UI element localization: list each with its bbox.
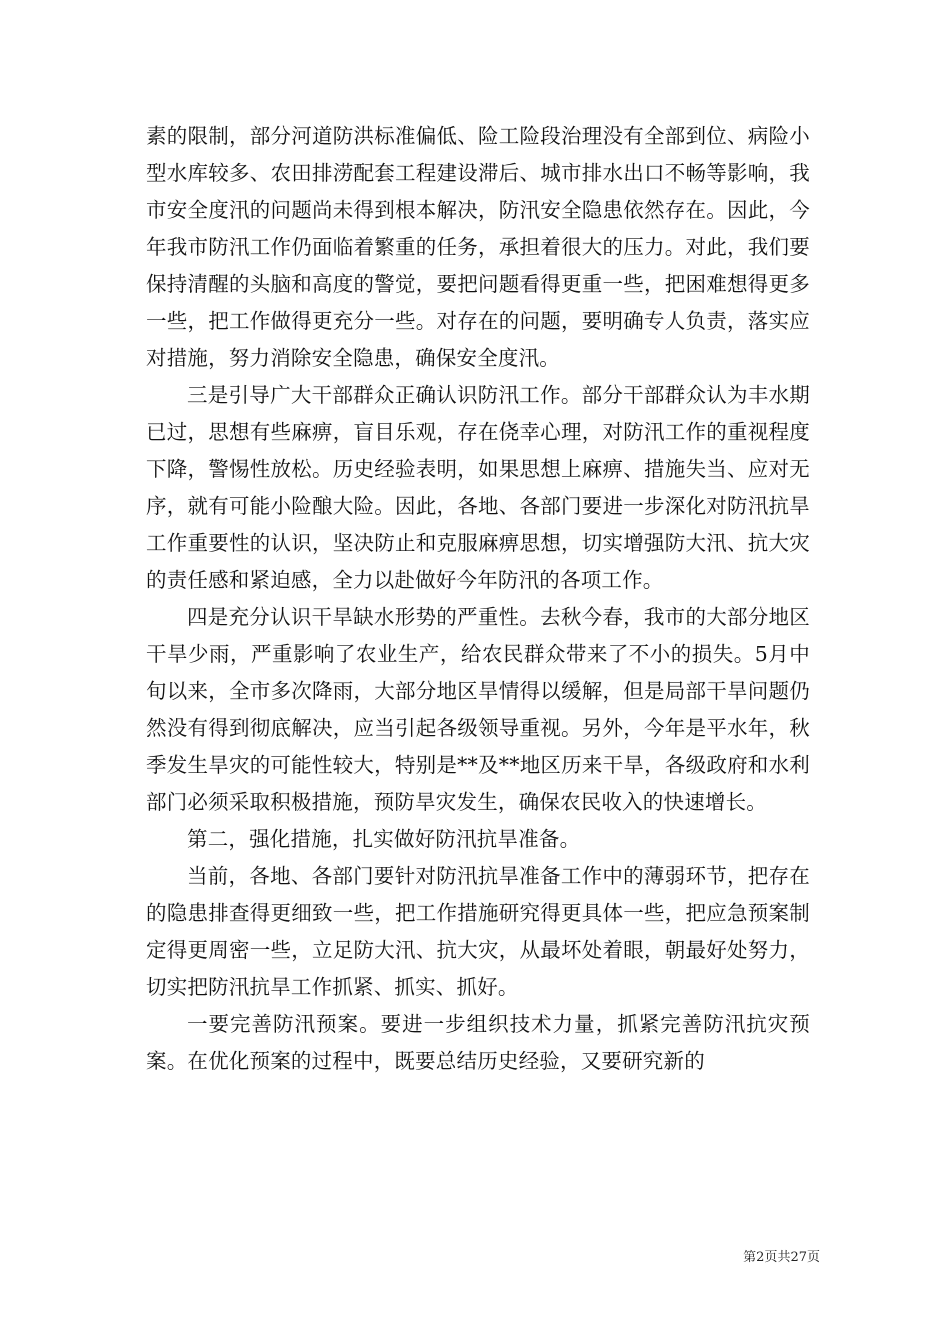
paragraph-3: 四是充分认识干旱缺水形势的严重性。去秋今春，我市的大部分地区干旱少雨，严重影响了农业生产，给农民群众带来了不小的损失。5月中旬以来，全市多次降雨，大部分地区旱情得以缓解，但是局部干旱问题仍然没有得到彻底解决，应当引起各级领导重视。另外，今年是平水年，秋季发生旱灾的可能性较大，特别是**及**地区历来干旱，各级政府和水利部门必须采取积极措施，预防旱灾发生，确保农民收入的快速增长。 (146, 605, 810, 814)
page-number-footer: 第2页共27页 (743, 1250, 820, 1265)
paragraph-1: 素的限制，部分河道防洪标准偏低、险工险段治理没有全部到位、病险小型水库较多、农田排涝配套工程建设滞后、城市排水出口不畅等影响，我市安全度汛的问题尚未得到根本解决，防汛安全隐患依然存在。因此，今年我市防汛工作仍面临着繁重的任务，承担着很大的压力。对此，我们要保持清醒的头脑和高度的警觉，要把问题看得更重一些，把困难想得更多一些，把工作做得更充分一些。对存在的问题，要明确专人负责，落实应对措施，努力消除安全隐患，确保安全度汛。 (146, 124, 810, 370)
body-text (146, 118, 810, 1080)
paragraph-6: 一要完善防汛预案。要进一步组织技术力量，抓紧完善防汛抗灾预案。在优化预案的过程中，既要总结历史经验，又要研究新的 (146, 1012, 810, 1073)
paragraph-4-heading: 第二，强化措施，扎实做好防汛抗旱准备。 (187, 827, 581, 851)
paragraph-2: 三是引导广大干部群众正确认识防汛工作。部分干部群众认为丰水期已过，思想有些麻痹，盲目乐观，存在侥幸心理，对防汛工作的重视程度下降，警惕性放松。历史经验表明，如果思想上麻痹、措施失当、应对无序，就有可能小险酿大险。因此，各地、各部门要进一步深化对防汛抗旱工作重要性的认识，坚决防止和克服麻痹思想，切实增强防大汛、抗大灾的责任感和紧迫感，全力以赴做好今年防汛的各项工作。 (146, 383, 810, 592)
paragraph-5: 当前，各地、各部门要针对防汛抗旱准备工作中的薄弱环节，把存在的隐患排查得更细致一些，把工作措施研究得更具体一些，把应急预案制定得更周密一些，立足防大汛、抗大灾，从最坏处着眼，朝最好处努力，切实把防汛抗旱工作抓紧、抓实、抓好。 (146, 864, 810, 999)
